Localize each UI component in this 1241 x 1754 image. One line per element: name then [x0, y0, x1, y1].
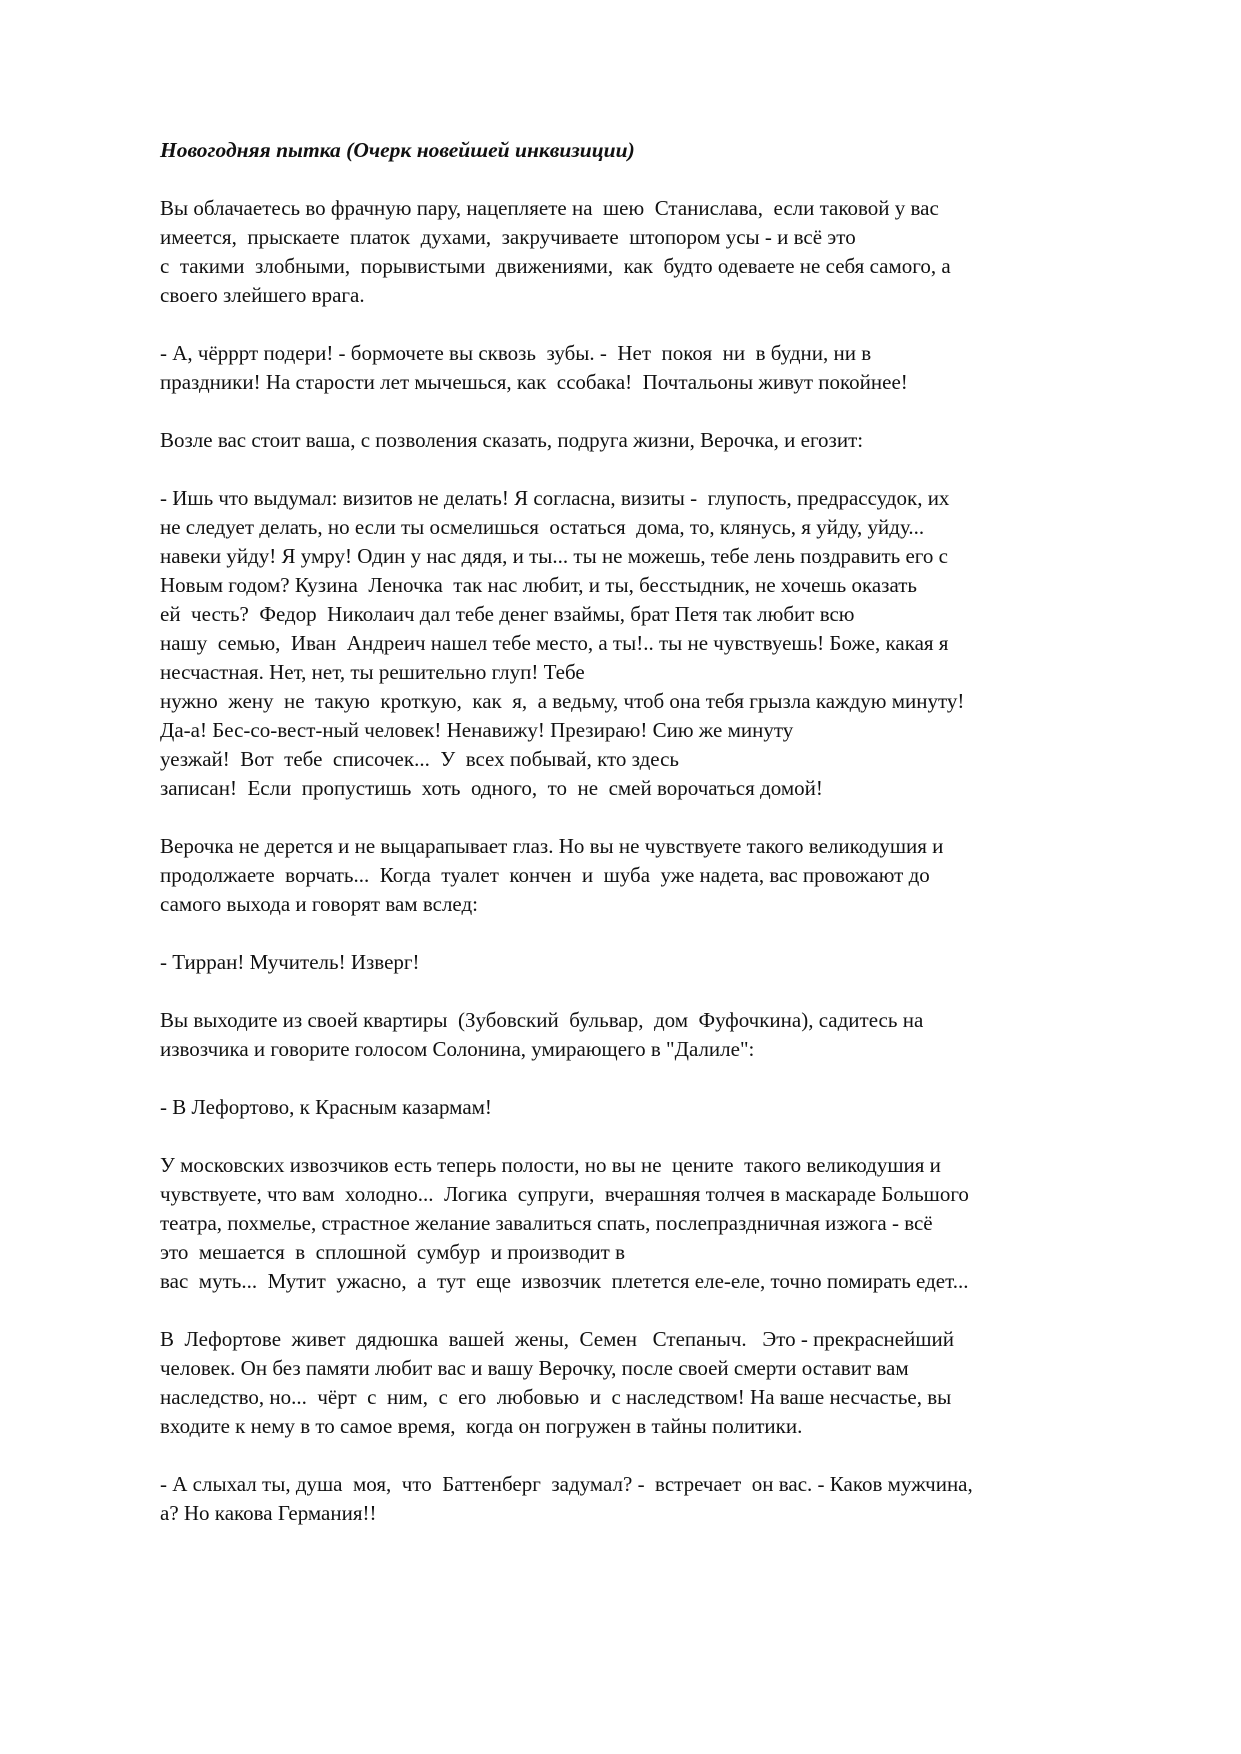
text-line: своего злейшего врага.	[160, 283, 365, 307]
document-title: Новогодняя пытка (Очерк новейшей инквизиции)	[160, 138, 635, 162]
text-line: с такими злобными, порывистыми движениями, как будто одеваете не себя самого, а	[160, 254, 951, 278]
paragraph	[160, 832, 1100, 919]
text-line: наследство, но... чёрт с ним, с его любовью и с наследством! На ваше несчастье, вы	[160, 1385, 952, 1409]
text-line: самого выхода и говорят вам вслед:	[160, 892, 478, 916]
text-line: - А слыхал ты, душа моя, что Баттенберг задумал? - встречает он вас. - Каков мужчина,	[160, 1472, 973, 1496]
text-line: записан! Если пропустишь хоть одного, то не смей ворочаться домой!	[160, 776, 823, 800]
paragraph	[160, 1006, 1100, 1064]
text-line: не следует делать, но если ты осмелишься остаться дома, то, клянусь, я уйду, уйду...	[160, 515, 925, 539]
text-line: Вы облачаетесь во фрачную пару, нацепляете на шею Станислава, если таковой у вас	[160, 196, 939, 220]
text-line: чувствуете, что вам холодно... Логика супруги, вчерашняя толчея в маскараде Большого	[160, 1182, 969, 1206]
text-line: извозчика и говорите голосом Солонина, умирающего в "Далиле":	[160, 1037, 755, 1061]
text-line: театра, похмелье, страстное желание завалиться спать, послепраздничная изжога - всё	[160, 1211, 933, 1235]
text-line: навеки уйду! Я умру! Один у нас дядя, и ты... ты не можешь, тебе лень поздравить его с	[160, 544, 948, 568]
text-line: человек. Он без памяти любит вас и вашу Верочку, после своей смерти оставит вам	[160, 1356, 909, 1380]
text-line: уезжай! Вот тебе списочек... У всех побывай, кто здесь	[160, 747, 680, 771]
text-line: Возле вас стоит ваша, с позволения сказать, подруга жизни, Верочка, и егозит:	[160, 428, 864, 452]
text-line: праздники! На старости лет мычешься, как ссобака! Почтальоны живут покойнее!	[160, 370, 908, 394]
text-line: В Лефортове живет дядюшка вашей жены, Семен Степаныч. Это - прекраснейший	[160, 1327, 954, 1351]
text-line: - В Лефортово, к Красным казармам!	[160, 1095, 492, 1119]
text-line: нашу семью, Иван Андреич нашел тебе место, а ты!.. ты не чувствуешь! Боже, какая я	[160, 631, 949, 655]
paragraph	[160, 1470, 1100, 1528]
paragraph	[160, 1093, 1100, 1122]
text-line: ей честь? Федор Николаич дал тебе денег взаймы, брат Петя так любит всю	[160, 602, 855, 626]
document-body	[160, 194, 1100, 1528]
text-line: это мешается в сплошной сумбур и производит в	[160, 1240, 625, 1264]
text-line: нужно жену не такую кроткую, как я, а ведьму, чтоб она тебя грызла каждую минуту!	[160, 689, 965, 713]
document-content	[160, 136, 1100, 1528]
text-line: Верочка не дерется и не выцарапывает глаз. Но вы не чувствуете такого великодушия и	[160, 834, 944, 858]
text-line: - Тирран! Мучитель! Изверг!	[160, 950, 420, 974]
paragraph	[160, 1325, 1100, 1441]
text-line: а? Но какова Германия!!	[160, 1501, 377, 1525]
text-line: имеется, прыскаете платок духами, закручиваете штопором усы - и всё это	[160, 225, 856, 249]
text-line: продолжаете ворчать... Когда туалет кончен и шуба уже надета, вас провожают до	[160, 863, 930, 887]
text-line: несчастная. Нет, нет, ты решительно глуп! Тебе	[160, 660, 585, 684]
text-line: входите к нему в то самое время, когда он погружен в тайны политики.	[160, 1414, 803, 1438]
paragraph	[160, 948, 1100, 977]
paragraph	[160, 194, 1100, 310]
text-line: У московских извозчиков есть теперь полости, но вы не цените такого великодушия и	[160, 1153, 941, 1177]
paragraph	[160, 484, 1100, 803]
text-line: Новым годом? Кузина Леночка так нас любит, и ты, бесстыдник, не хочешь оказать	[160, 573, 917, 597]
text-line: вас муть... Мутит ужасно, а тут еще извозчик плетется еле-еле, точно помирать едет...	[160, 1269, 969, 1293]
text-line: - А, чёрррт подери! - бормочете вы сквозь зубы. - Нет покоя ни в будни, ни в	[160, 341, 872, 365]
paragraph	[160, 339, 1100, 397]
paragraph	[160, 1151, 1100, 1296]
text-line: Вы выходите из своей квартиры (Зубовский бульвар, дом Фуфочкина), садитесь на	[160, 1008, 924, 1032]
text-line: - Ишь что выдумал: визитов не делать! Я согласна, визиты - глупость, предрассудок, их	[160, 486, 950, 510]
paragraph	[160, 426, 1100, 455]
text-line: Да-а! Бес-со-вест-ный человек! Ненавижу! Презираю! Сию же минуту	[160, 718, 794, 742]
